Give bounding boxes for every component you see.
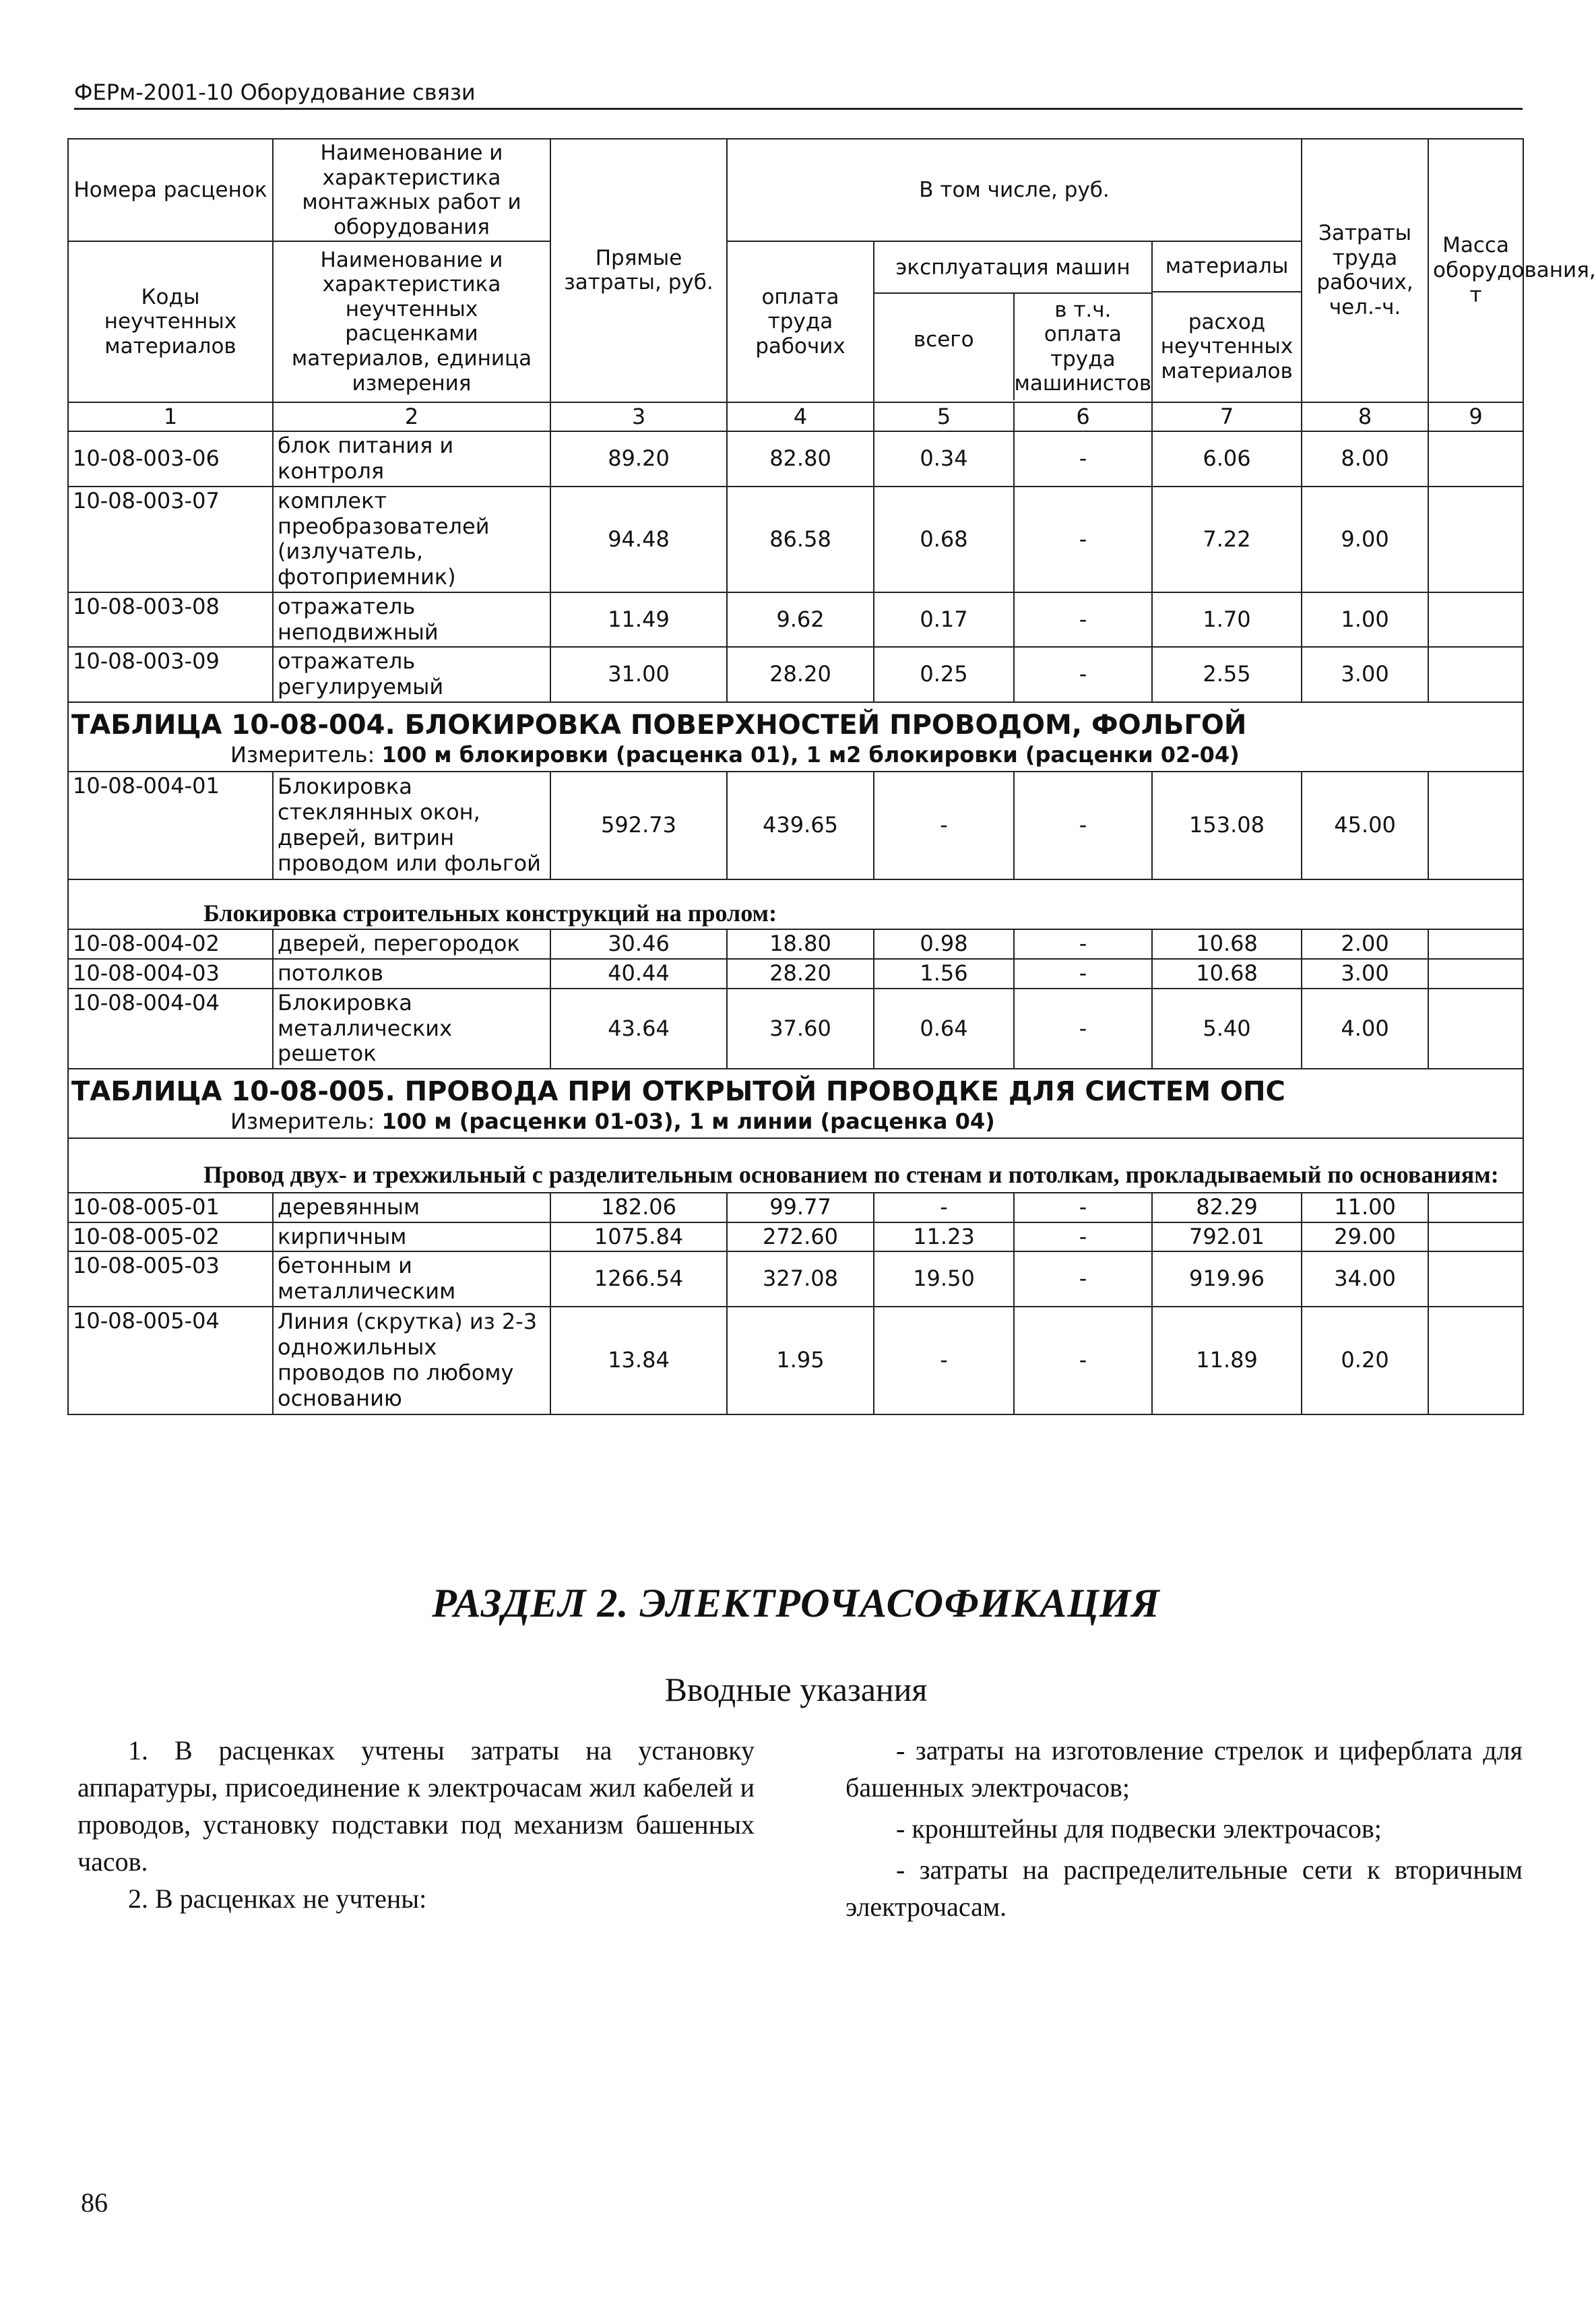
rate-code: 10-08-004-03 — [68, 959, 273, 989]
subheading-row — [68, 1138, 1523, 1193]
cell-machines: 0.17 — [874, 592, 1014, 648]
rate-code: 10-08-004-04 — [68, 989, 273, 1069]
table-row — [68, 959, 1523, 989]
rate-name: деревянным — [273, 1193, 550, 1222]
table-row — [68, 647, 1523, 702]
table-row — [68, 1193, 1523, 1222]
rate-name: кирпичным — [273, 1222, 550, 1252]
table-004-subheading: Блокировка строительных конструкций на пролом: — [68, 879, 1523, 929]
cell-direct: 13.84 — [550, 1307, 727, 1414]
col-name-top: Наименование и характеристика монтажных работ и оборудования — [273, 139, 550, 241]
cell-machinist: - — [1014, 929, 1152, 959]
cell-mass — [1428, 1222, 1523, 1252]
rate-code: 10-08-003-06 — [68, 431, 273, 487]
subheading-row — [68, 879, 1523, 929]
cell-machines: 0.34 — [874, 431, 1014, 487]
section-title: РАЗДЕЛ 2. ЭЛЕКТРОЧАСОФИКАЦИЯ — [432, 1581, 1160, 1625]
table-row — [68, 772, 1523, 879]
cell-mass — [1428, 1251, 1523, 1307]
cell-labor-cost: 34.00 — [1302, 1251, 1428, 1307]
running-header: ФЕРм-2001-10 Оборудование связи — [74, 80, 1523, 110]
cell-direct: 31.00 — [550, 647, 727, 702]
cell-labor-pay: 1.95 — [727, 1307, 874, 1414]
col-number: 7 — [1152, 402, 1302, 432]
table-005-subheading: Провод двух- и трехжильный с разделительным основанием по стенам и потолкам, прокладываемый по основаниям: — [68, 1138, 1523, 1193]
rate-name: бетонным и металлическим — [273, 1251, 550, 1307]
cell-direct: 89.20 — [550, 431, 727, 487]
cell-materials: 153.08 — [1152, 772, 1302, 879]
cell-labor-cost: 29.00 — [1302, 1222, 1428, 1252]
rates-table — [67, 138, 1596, 1415]
cell-machinist: - — [1014, 772, 1152, 879]
cell-labor-cost: 9.00 — [1302, 487, 1428, 592]
table-row — [68, 1307, 1523, 1414]
rate-name: Линия (скрутка) из 2-3 одножильных проводов по любому основанию — [273, 1307, 550, 1414]
cell-labor-cost: 8.00 — [1302, 431, 1428, 487]
cell-direct: 94.48 — [550, 487, 727, 592]
cell-materials: 5.40 — [1152, 989, 1302, 1069]
rate-code: 10-08-003-07 — [68, 487, 273, 592]
cell-materials: 10.68 — [1152, 929, 1302, 959]
rate-name: Блокировка металлических решеток — [273, 989, 550, 1069]
cell-mass — [1428, 989, 1523, 1069]
cell-machines: 0.98 — [874, 929, 1014, 959]
rate-code: 10-08-005-03 — [68, 1251, 273, 1307]
cell-labor-pay: 99.77 — [727, 1193, 874, 1222]
meter-value: 100 м блокировки (расценка 01), 1 м2 блокировки (расценки 02-04) — [381, 742, 1240, 768]
cell-machinist: - — [1014, 592, 1152, 648]
rate-name: Блокировка стеклянных окон, дверей, витрин проводом или фольгой — [273, 772, 550, 879]
col-including: В том числе, руб. — [727, 139, 1302, 241]
cell-mass — [1428, 487, 1523, 592]
cell-materials: 10.68 — [1152, 959, 1302, 989]
col-labor-pay: оплата труда рабочих — [727, 241, 874, 402]
intro-right-column — [845, 1732, 1523, 1929]
table-row — [68, 592, 1523, 648]
table-005-meter — [68, 1109, 1523, 1138]
cell-labor-cost: 11.00 — [1302, 1193, 1428, 1222]
table-004-title-row — [68, 702, 1523, 743]
cell-direct: 30.46 — [550, 929, 727, 959]
cell-machines: 0.68 — [874, 487, 1014, 592]
cell-materials: 11.89 — [1152, 1307, 1302, 1414]
column-numbers-row — [68, 402, 1523, 432]
cell-labor-cost: 3.00 — [1302, 647, 1428, 702]
cell-machinist: - — [1014, 1251, 1152, 1307]
col-name-bottom: Наименование и характеристика неучтенных расценками материалов, единица измерения — [273, 241, 550, 402]
cell-machinist: - — [1014, 487, 1152, 592]
cell-labor-cost: 1.00 — [1302, 592, 1428, 648]
rate-name: дверей, перегородок — [273, 929, 550, 959]
cell-labor-pay: 86.58 — [727, 487, 874, 592]
cell-machinist: - — [1014, 989, 1152, 1069]
rate-code: 10-08-005-01 — [68, 1193, 273, 1222]
cell-mass — [1428, 431, 1523, 487]
intro-left-column — [77, 1732, 755, 1917]
table-005-meter-row — [68, 1109, 1523, 1138]
cell-direct: 40.44 — [550, 959, 727, 989]
header-row-1 — [68, 139, 1523, 241]
cell-machinist: - — [1014, 647, 1152, 702]
rate-name: блок питания и контроля — [273, 431, 550, 487]
cell-labor-pay: 9.62 — [727, 592, 874, 648]
cell-materials: 919.96 — [1152, 1251, 1302, 1307]
meter-label: Измеритель: — [230, 742, 375, 768]
col-number: 5 — [874, 402, 1014, 432]
rate-code: 10-08-003-08 — [68, 592, 273, 648]
cell-machinist: - — [1014, 959, 1152, 989]
rate-name: отражатель неподвижный — [273, 592, 550, 648]
col-machines-total: всего — [874, 294, 1015, 400]
cell-mass — [1428, 592, 1523, 648]
rate-name: потолков — [273, 959, 550, 989]
cell-labor-pay: 82.80 — [727, 431, 874, 487]
cell-machinist: - — [1014, 1222, 1152, 1252]
cell-labor-cost: 3.00 — [1302, 959, 1428, 989]
rate-code: 10-08-004-02 — [68, 929, 273, 959]
col-number: 4 — [727, 402, 874, 432]
cell-machines: 0.25 — [874, 647, 1014, 702]
table-row — [68, 989, 1523, 1069]
cell-direct: 1075.84 — [550, 1222, 727, 1252]
cell-labor-pay: 327.08 — [727, 1251, 874, 1307]
intro-title: Вводные указания — [664, 1671, 928, 1708]
cell-materials: 6.06 — [1152, 431, 1302, 487]
cell-direct: 43.64 — [550, 989, 727, 1069]
cell-machinist: - — [1014, 1193, 1152, 1222]
table-row — [68, 1222, 1523, 1252]
rate-code: 10-08-005-02 — [68, 1222, 273, 1252]
table-004-meter — [68, 743, 1523, 772]
meter-value: 100 м (расценки 01-03), 1 м линии (расценка 04) — [381, 1109, 995, 1135]
col-mass: Массa оборудования, т — [1428, 139, 1523, 402]
cell-machines: - — [874, 772, 1014, 879]
cell-labor-cost: 2.00 — [1302, 929, 1428, 959]
intro-list-item: - кронштейны для подвески электрочасов; — [896, 1813, 1382, 1844]
cell-mass — [1428, 929, 1523, 959]
page-number: 86 — [81, 2187, 108, 2218]
rate-code: 10-08-003-09 — [68, 647, 273, 702]
cell-machinist: - — [1014, 431, 1152, 487]
table-004-meter-row — [68, 743, 1523, 772]
table-005-title: ТАБЛИЦА 10-08-005. ПРОВОДА ПРИ ОТКРЫТОЙ ПРОВОДКЕ ДЛЯ СИСТЕМ ОПС — [68, 1069, 1523, 1109]
cell-mass — [1428, 959, 1523, 989]
table-005-title-row — [68, 1069, 1523, 1109]
cell-labor-cost: 0.20 — [1302, 1307, 1428, 1414]
cell-mass — [1428, 1307, 1523, 1414]
cell-machines: - — [874, 1193, 1014, 1222]
intro-paragraph: 1. В расценках учтены затраты на установку аппаратуры, присоединение к электрочасам жил кабелей и проводов, установку подставки под механизм башенных часов. — [77, 1735, 755, 1877]
intro-list-item: - затраты на изготовление стрелок и циферблата для башенных электрочасов; — [845, 1735, 1523, 1803]
cell-labor-cost: 4.00 — [1302, 989, 1428, 1069]
intro-list-item: - затраты на распределительные сети к вторичным электрочасам. — [845, 1854, 1523, 1922]
table-row — [68, 1251, 1523, 1307]
col-number: 6 — [1014, 402, 1152, 432]
cell-mass — [1428, 647, 1523, 702]
cell-materials: 2.55 — [1152, 647, 1302, 702]
col-codes-bottom: Коды неучтенных материалов — [68, 241, 273, 402]
col-number: 9 — [1428, 402, 1523, 432]
col-codes-top: Номера расценок — [68, 139, 273, 241]
col-materials-unaccounted: расход неучтенных материалов — [1160, 309, 1294, 384]
cell-materials: 82.29 — [1152, 1193, 1302, 1222]
meter-label: Измеритель: — [230, 1109, 375, 1135]
rate-name: комплект преобразователей (излучатель, фотоприемник) — [273, 487, 550, 592]
rate-code: 10-08-004-01 — [68, 772, 273, 879]
col-number: 3 — [550, 402, 727, 432]
col-materials: материалы — [1153, 242, 1301, 292]
table-004-title: ТАБЛИЦА 10-08-004. БЛОКИРОВКА ПОВЕРХНОСТЕЙ ПРОВОДОМ, ФОЛЬГОЙ — [68, 702, 1523, 743]
intro-paragraph: 2. В расценках не учтены: — [128, 1883, 427, 1914]
cell-machines: 19.50 — [874, 1251, 1014, 1307]
col-number: 2 — [273, 402, 550, 432]
col-machines: эксплуатация машин — [874, 243, 1151, 294]
table-row — [68, 929, 1523, 959]
cell-mass — [1428, 1193, 1523, 1222]
rate-code: 10-08-005-04 — [68, 1307, 273, 1414]
cell-direct: 182.06 — [550, 1193, 727, 1222]
cell-labor-pay: 28.20 — [727, 647, 874, 702]
table-row — [68, 431, 1523, 487]
cell-materials: 792.01 — [1152, 1222, 1302, 1252]
col-number: 1 — [68, 402, 273, 432]
col-machinist-pay: в т.ч. оплата труда машинистов — [1014, 297, 1152, 396]
cell-labor-cost: 45.00 — [1302, 772, 1428, 879]
cell-materials: 1.70 — [1152, 592, 1302, 648]
cell-mass — [1428, 772, 1523, 879]
cell-machines: - — [874, 1307, 1014, 1414]
cell-labor-pay: 37.60 — [727, 989, 874, 1069]
cell-machines: 1.56 — [874, 959, 1014, 989]
cell-machinist: - — [1014, 1307, 1152, 1414]
cell-direct: 11.49 — [550, 592, 727, 648]
cell-labor-pay: 439.65 — [727, 772, 874, 879]
cell-labor-pay: 28.20 — [727, 959, 874, 989]
cell-labor-pay: 272.60 — [727, 1222, 874, 1252]
table-row — [68, 487, 1523, 592]
cell-direct: 592.73 — [550, 772, 727, 879]
col-number: 8 — [1302, 402, 1428, 432]
col-direct: Прямые затраты, руб. — [550, 139, 727, 402]
cell-machines: 11.23 — [874, 1222, 1014, 1252]
cell-direct: 1266.54 — [550, 1251, 727, 1307]
cell-materials: 7.22 — [1152, 487, 1302, 592]
cell-labor-pay: 18.80 — [727, 929, 874, 959]
cell-machines: 0.64 — [874, 989, 1014, 1069]
col-labor-cost: Затраты труда рабочих, чел.-ч. — [1302, 139, 1428, 402]
rate-name: отражатель регулируемый — [273, 647, 550, 702]
